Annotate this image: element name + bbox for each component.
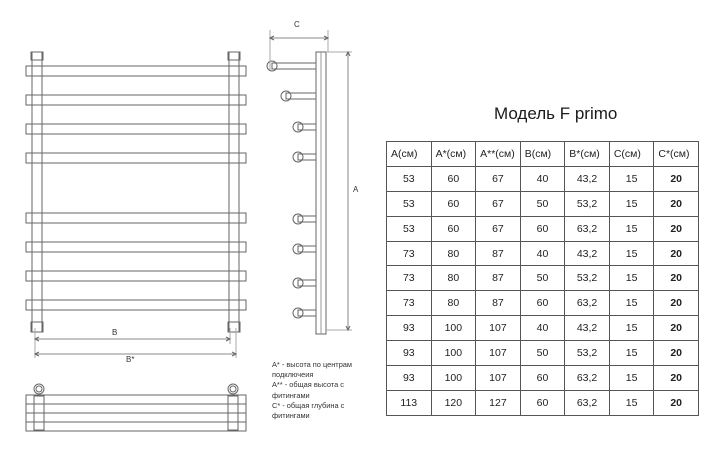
table-cell: 60 (431, 166, 476, 191)
table-row (387, 390, 699, 415)
table-cell: 60 (520, 216, 565, 241)
page-title: Модель F primo (494, 104, 618, 123)
legend-line: подключеия (272, 370, 314, 380)
dimension-b-star-label: B* (126, 355, 135, 364)
legend-line: A* - высота по центрам (272, 360, 352, 369)
table-cell: 93 (387, 366, 432, 391)
side-bar (272, 63, 316, 69)
header-b: B(см) (520, 142, 565, 167)
table-cell: 50 (520, 341, 565, 366)
table-cell: 53,2 (565, 266, 610, 291)
crossbar (26, 124, 246, 134)
table-cell: 73 (387, 291, 432, 316)
side-knobs (267, 61, 316, 318)
table-cell: 40 (520, 316, 565, 341)
table-cell: 20 (654, 191, 699, 216)
left-post (32, 52, 42, 332)
table-cell: 87 (476, 266, 521, 291)
table-cell: 107 (476, 316, 521, 341)
header-a: A(см) (387, 142, 432, 167)
table-cell: 20 (654, 366, 699, 391)
table-cell: 73 (387, 266, 432, 291)
table-cell: 50 (520, 266, 565, 291)
table-cell: 53,2 (565, 341, 610, 366)
table-cell: 93 (387, 316, 432, 341)
table-row (387, 316, 699, 341)
table-cell: 15 (609, 216, 654, 241)
table-cell: 127 (476, 390, 521, 415)
table-cell: 53 (387, 166, 432, 191)
dimension-c-label: C (294, 20, 300, 29)
legend-line: фитингами (272, 390, 310, 400)
crossbar (26, 66, 246, 76)
table-cell: 20 (654, 266, 699, 291)
table-cell: 87 (476, 291, 521, 316)
table-cell: 15 (609, 191, 654, 216)
crossbar (26, 213, 246, 223)
table-cell: 60 (520, 390, 565, 415)
side-bar (298, 310, 316, 316)
table-cell: 100 (431, 366, 476, 391)
crossbars (26, 66, 246, 310)
table-cell: 50 (520, 191, 565, 216)
table-cell: 20 (654, 390, 699, 415)
table-cell: 43,2 (565, 241, 610, 266)
table-cell: 60 (520, 366, 565, 391)
table-cell: 20 (654, 316, 699, 341)
table-cell: 80 (431, 291, 476, 316)
table-cell: 20 (654, 216, 699, 241)
table-row (387, 216, 699, 241)
front-view (26, 52, 246, 358)
table-row (387, 166, 699, 191)
table-cell: 53,2 (565, 191, 610, 216)
header-b-star: B*(см) (565, 142, 610, 167)
table-cell: 67 (476, 216, 521, 241)
side-view (267, 30, 352, 334)
table-cell: 73 (387, 241, 432, 266)
crossbar (26, 300, 246, 310)
table-cell: 15 (609, 166, 654, 191)
table-cell: 15 (609, 366, 654, 391)
crossbar (26, 271, 246, 281)
legend-line: фитингами (272, 411, 310, 421)
table-cell: 87 (476, 241, 521, 266)
header-a-double-star: A**(см) (476, 142, 521, 167)
table-cell: 120 (431, 390, 476, 415)
right-post (229, 52, 239, 332)
side-bar (298, 154, 316, 160)
specification-table (386, 141, 699, 416)
top-view (26, 384, 246, 431)
table-row (387, 366, 699, 391)
header-a-star: A*(см) (431, 142, 476, 167)
side-bar (298, 280, 316, 286)
table-row (387, 241, 699, 266)
side-bar (298, 124, 316, 130)
side-bar (298, 216, 316, 222)
table-cell: 60 (431, 191, 476, 216)
table-cell: 43,2 (565, 316, 610, 341)
table-cell: 20 (654, 291, 699, 316)
table-cell: 15 (609, 316, 654, 341)
table-cell: 20 (654, 241, 699, 266)
table-cell: 67 (476, 166, 521, 191)
table-cell: 107 (476, 341, 521, 366)
table-cell: 53 (387, 191, 432, 216)
table-cell: 63,2 (565, 216, 610, 241)
table-row (387, 266, 699, 291)
table-cell: 63,2 (565, 390, 610, 415)
table-cell: 15 (609, 241, 654, 266)
legend-line: A** - общая высота с (272, 380, 344, 390)
table-cell: 63,2 (565, 291, 610, 316)
header-c-star: C*(см) (654, 142, 699, 167)
legend (272, 360, 352, 421)
table-cell: 15 (609, 291, 654, 316)
table-cell: 60 (431, 216, 476, 241)
table-cell: 63,2 (565, 366, 610, 391)
dimension-b-label: B (112, 328, 118, 337)
table-row (387, 291, 699, 316)
table-cell: 15 (609, 266, 654, 291)
table-cell: 107 (476, 366, 521, 391)
table-cell: 15 (609, 390, 654, 415)
crossbar (26, 242, 246, 252)
table-cell: 43,2 (565, 166, 610, 191)
table-cell: 100 (431, 341, 476, 366)
table-cell: 20 (654, 341, 699, 366)
table-cell: 80 (431, 241, 476, 266)
legend-line: C* - общая глубина с (272, 400, 345, 410)
table-cell: 100 (431, 316, 476, 341)
table-header-row (387, 142, 699, 167)
table-cell: 40 (520, 241, 565, 266)
table-cell: 40 (520, 166, 565, 191)
side-bar (298, 246, 316, 252)
table-cell: 93 (387, 341, 432, 366)
table-cell: 80 (431, 266, 476, 291)
header-c: C(см) (609, 142, 654, 167)
crossbar (26, 153, 246, 163)
table-cell: 15 (609, 341, 654, 366)
dimension-a-label: A (353, 185, 359, 194)
table-cell: 20 (654, 166, 699, 191)
table-row (387, 341, 699, 366)
crossbar (26, 95, 246, 105)
table-cell: 67 (476, 191, 521, 216)
table-row (387, 191, 699, 216)
table-cell: 53 (387, 216, 432, 241)
table-cell: 60 (520, 291, 565, 316)
table-cell: 113 (387, 390, 432, 415)
